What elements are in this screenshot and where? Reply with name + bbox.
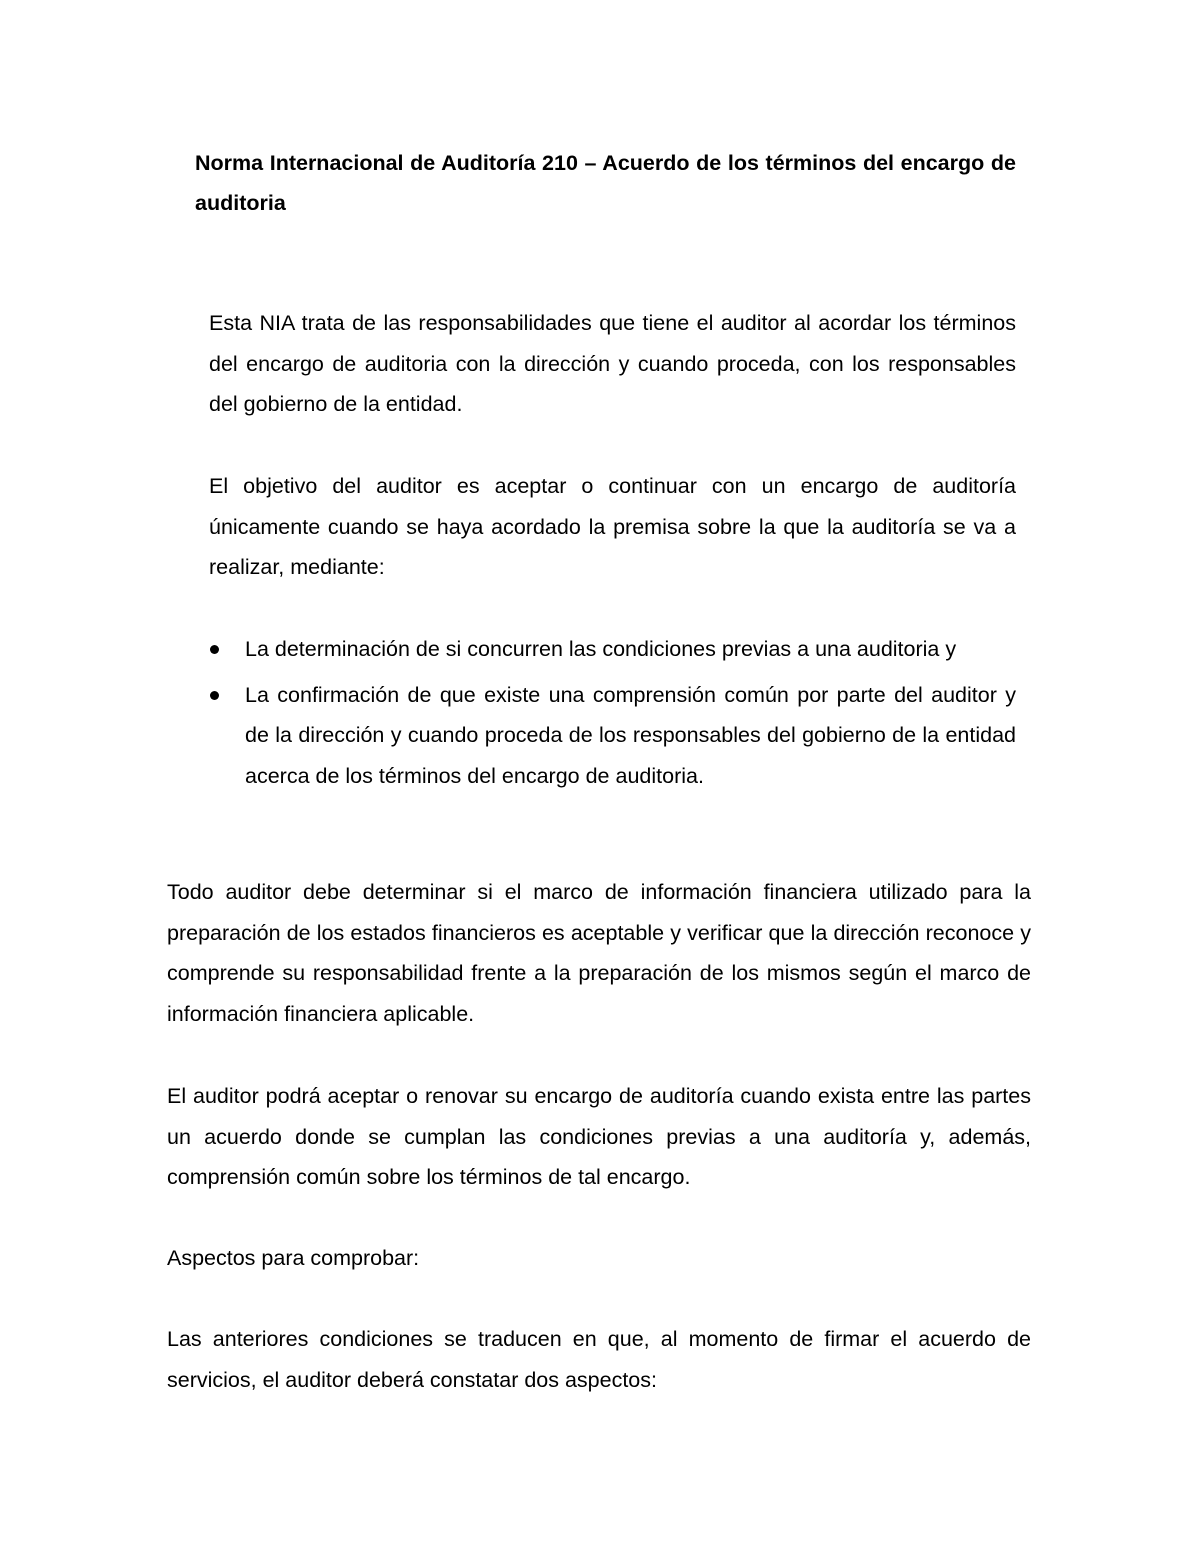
bullet-icon [210, 645, 219, 654]
paragraph-aspects-heading: Aspectos para comprobar: [167, 1246, 420, 1270]
bullet-icon [210, 691, 219, 700]
list-item-text: La determinación de si concurren las condiciones previas a una auditoria y [245, 637, 957, 661]
paragraph-acceptance: El auditor podrá aceptar o renovar su encargo de auditoría cuando exista entre las partes un acuerdo donde se cumplan las condiciones previas a una auditoría y, además, comprensión común sobre los términos de tal encargo. [167, 1084, 1031, 1189]
paragraph-framework: Todo auditor debe determinar si el marco de información financiera utilizado para la preparación de los estados financieros es aceptable y verificar que la dirección reconoce y comprende su responsabilidad frente a la preparación de los mismos según el marco de información financiera aplicable. [167, 880, 1031, 1026]
paragraph-objective: El objetivo del auditor es aceptar o continuar con un encargo de auditoría únicamente cuando se haya acordado la premisa sobre la que la auditoría se va a realizar, mediante: [209, 474, 1016, 579]
paragraph-scope: Esta NIA trata de las responsabilidades que tiene el auditor al acordar los términos del encargo de auditoria con la dirección y cuando proceda, con los responsables del gobierno de la entidad. [209, 311, 1016, 416]
list-item [208, 629, 1016, 670]
paragraph-conditions: Las anteriores condiciones se traducen en que, al momento de firmar el acuerdo de servicios, el auditor deberá constatar dos aspectos: [167, 1327, 1031, 1392]
document-title: Norma Internacional de Auditoría 210 – Acuerdo de los términos del encargo de auditoria [195, 151, 1016, 215]
list-item [208, 675, 1016, 797]
objective-bullet-list [208, 629, 1016, 801]
list-item-text: La confirmación de que existe una comprensión común por parte del auditor y de la dirección y cuando proceda de los responsables del gobierno de la entidad acerca de los términos del encargo de auditoria. [245, 682, 1016, 788]
